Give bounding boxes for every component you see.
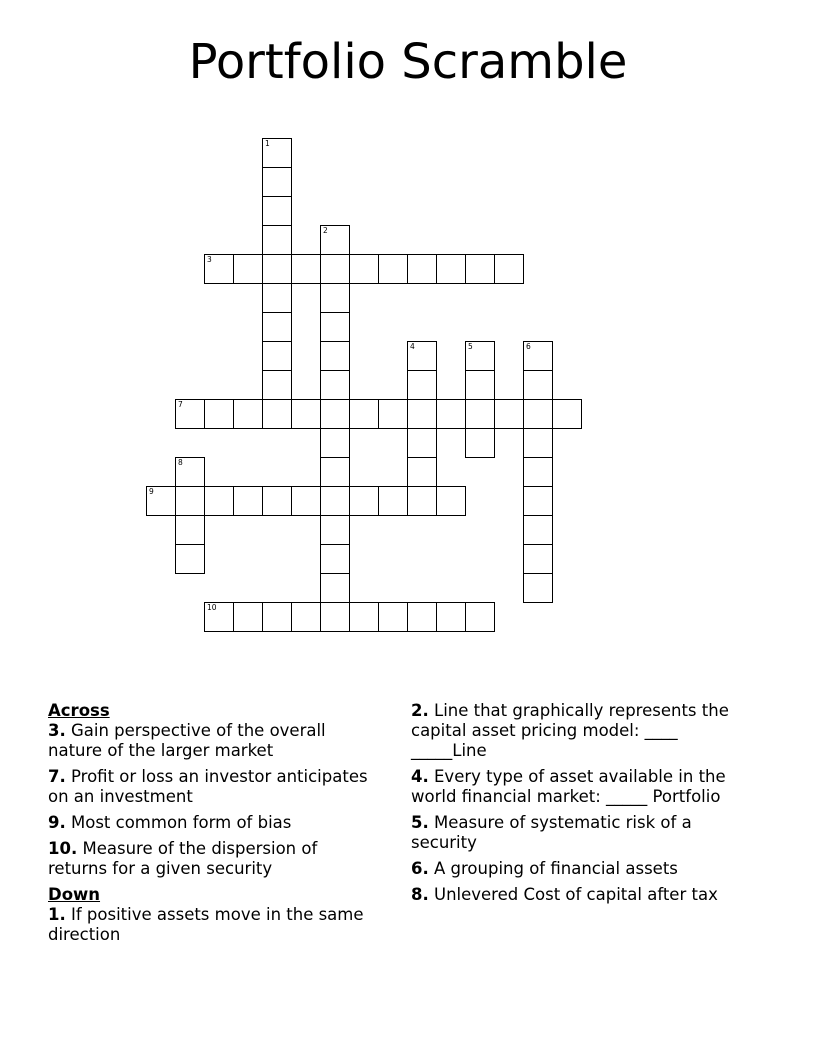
clue-text: A grouping of financial assets (434, 859, 678, 878)
grid-cell[interactable] (523, 428, 553, 458)
grid-cell[interactable] (320, 544, 350, 574)
clue-item (48, 767, 378, 807)
grid-cell[interactable] (204, 254, 234, 284)
clue-number-label: 10. (48, 839, 78, 858)
clue-number-label: 3. (48, 721, 66, 740)
grid-cell[interactable] (407, 341, 437, 371)
clue-number: 5 (468, 342, 473, 351)
grid-cell[interactable] (175, 486, 205, 516)
clue-item (411, 813, 756, 853)
grid-cell[interactable] (204, 399, 234, 429)
clue-number-label: 4. (411, 767, 429, 786)
clue-item (48, 813, 378, 833)
grid-cell[interactable] (523, 457, 553, 487)
grid-cell[interactable] (291, 399, 321, 429)
clue-number-label: 1. (48, 905, 66, 924)
grid-cell[interactable] (436, 602, 466, 632)
grid-cell[interactable] (233, 254, 263, 284)
clue-text: Profit or loss an investor anticipates on an investment (48, 767, 368, 806)
clue-number: 6 (526, 342, 531, 351)
grid-cell[interactable] (233, 486, 263, 516)
clue-item (48, 905, 378, 945)
clue-number-label: 9. (48, 813, 66, 832)
grid-cell[interactable] (436, 399, 466, 429)
grid-cell[interactable] (262, 167, 292, 197)
clue-number: 10 (207, 603, 217, 612)
grid-cell[interactable] (262, 602, 292, 632)
grid-cell[interactable] (523, 573, 553, 603)
grid-cell[interactable] (349, 602, 379, 632)
clue-item (411, 701, 756, 761)
page-title: Portfolio Scramble (188, 34, 628, 90)
grid-cell[interactable] (407, 399, 437, 429)
grid-cell[interactable] (262, 254, 292, 284)
grid-cell[interactable] (262, 370, 292, 400)
clue-number-label: 7. (48, 767, 66, 786)
grid-cell[interactable] (523, 515, 553, 545)
grid-cell[interactable] (523, 341, 553, 371)
grid-cell[interactable] (523, 544, 553, 574)
grid-cell[interactable] (407, 457, 437, 487)
grid-cell[interactable] (407, 370, 437, 400)
grid-cell[interactable] (262, 225, 292, 255)
grid-cell[interactable] (465, 602, 495, 632)
grid-cell[interactable] (378, 602, 408, 632)
grid-cell[interactable] (349, 399, 379, 429)
clue-number-label: 8. (411, 885, 429, 904)
grid-cell[interactable] (465, 399, 495, 429)
grid-cell[interactable] (523, 370, 553, 400)
grid-cell[interactable] (494, 399, 524, 429)
grid-cell[interactable] (320, 602, 350, 632)
clue-number-label: 6. (411, 859, 429, 878)
grid-cell[interactable] (262, 196, 292, 226)
grid-cell[interactable] (291, 254, 321, 284)
grid-cell[interactable] (407, 486, 437, 516)
clue-text: Measure of systematic risk of a security (411, 813, 692, 852)
grid-cell[interactable] (175, 457, 205, 487)
clues-column-left (48, 701, 378, 951)
clue-text: If positive assets move in the same direction (48, 905, 364, 944)
grid-cell[interactable] (320, 370, 350, 400)
grid-cell[interactable] (378, 486, 408, 516)
grid-cell[interactable] (262, 341, 292, 371)
clue-text: Measure of the dispersion of returns for a given security (48, 839, 318, 878)
grid-cell[interactable] (320, 225, 350, 255)
grid-cell[interactable] (320, 341, 350, 371)
grid-cell[interactable] (378, 254, 408, 284)
clue-number: 8 (178, 458, 183, 467)
grid-cell[interactable] (175, 399, 205, 429)
clue-item (411, 885, 756, 905)
grid-cell[interactable] (552, 399, 582, 429)
grid-cell[interactable] (320, 486, 350, 516)
grid-cell[interactable] (204, 486, 234, 516)
clue-number-label: 5. (411, 813, 429, 832)
grid-cell[interactable] (465, 341, 495, 371)
grid-cell[interactable] (320, 573, 350, 603)
clue-heading: Across (48, 701, 110, 720)
clue-item (48, 839, 378, 879)
grid-cell[interactable] (146, 486, 176, 516)
grid-cell[interactable] (204, 602, 234, 632)
grid-cell[interactable] (262, 399, 292, 429)
grid-cell[interactable] (320, 399, 350, 429)
grid-cell[interactable] (378, 399, 408, 429)
grid-cell[interactable] (320, 515, 350, 545)
grid-cell[interactable] (262, 486, 292, 516)
clue-item (411, 767, 756, 807)
grid-cell[interactable] (349, 254, 379, 284)
grid-cell[interactable] (320, 283, 350, 313)
grid-cell[interactable] (320, 457, 350, 487)
clue-number: 1 (265, 139, 270, 148)
grid-cell[interactable] (262, 283, 292, 313)
grid-cell[interactable] (465, 370, 495, 400)
clue-number: 2 (323, 226, 328, 235)
clue-text: Every type of asset available in the world financial market: _____ Portfolio (411, 767, 726, 806)
grid-cell[interactable] (320, 312, 350, 342)
grid-cell[interactable] (349, 486, 379, 516)
clue-number: 3 (207, 255, 212, 264)
clue-number-label: 2. (411, 701, 429, 720)
clue-item (48, 721, 378, 761)
clue-number: 9 (149, 487, 154, 496)
clue-text: Unlevered Cost of capital after tax (434, 885, 718, 904)
grid-cell[interactable] (407, 428, 437, 458)
grid-cell[interactable] (465, 254, 495, 284)
grid-cell[interactable] (291, 602, 321, 632)
grid-cell[interactable] (262, 138, 292, 168)
grid-cell[interactable] (523, 399, 553, 429)
grid-cell[interactable] (320, 428, 350, 458)
grid-cell[interactable] (523, 486, 553, 516)
grid-cell[interactable] (175, 544, 205, 574)
clues-column-right (411, 701, 756, 911)
grid-cell[interactable] (407, 254, 437, 284)
grid-cell[interactable] (291, 486, 321, 516)
clue-text: Most common form of bias (71, 813, 292, 832)
clue-heading: Down (48, 885, 101, 904)
clue-item (411, 859, 756, 879)
clue-text: Line that graphically represents the capital asset pricing model: ____ _____Line (411, 701, 729, 760)
grid-cell[interactable] (175, 515, 205, 545)
grid-cell[interactable] (320, 254, 350, 284)
clue-number: 7 (178, 400, 183, 409)
grid-cell[interactable] (262, 312, 292, 342)
clue-text: Gain perspective of the overall nature of the larger market (48, 721, 326, 760)
grid-cell[interactable] (233, 399, 263, 429)
grid-cell[interactable] (436, 486, 466, 516)
grid-cell[interactable] (233, 602, 263, 632)
grid-cell[interactable] (436, 254, 466, 284)
grid-cell[interactable] (465, 428, 495, 458)
clue-number: 4 (410, 342, 415, 351)
grid-cell[interactable] (494, 254, 524, 284)
grid-cell[interactable] (407, 602, 437, 632)
